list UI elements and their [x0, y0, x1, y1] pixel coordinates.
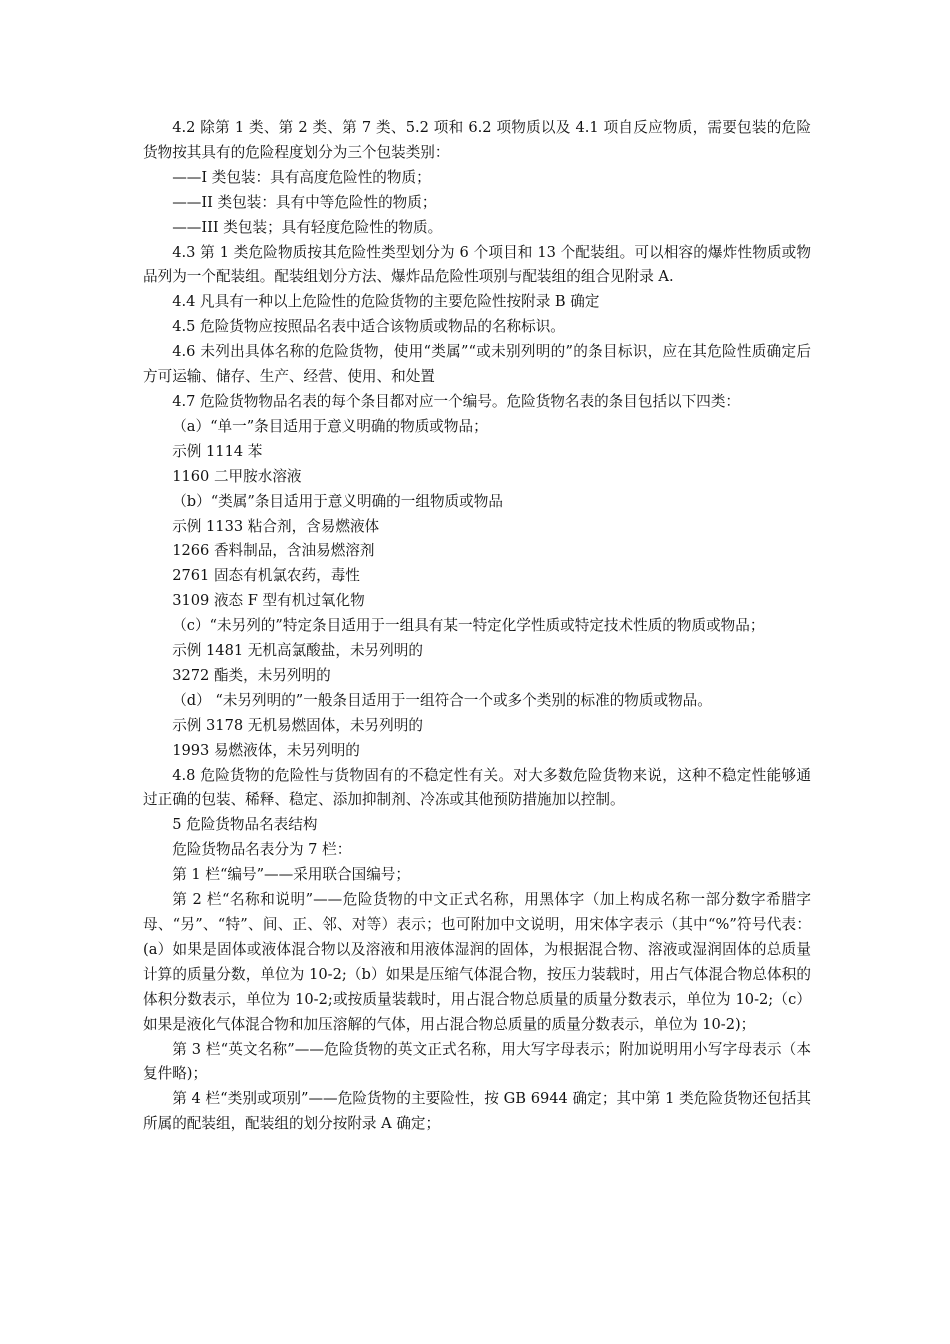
paragraph-p-4-2: 4.2 除第 1 类、第 2 类、第 7 类、5.2 项和 6.2 项物质以及 4.1 项自反应物质，需要包装的危险货物按其具有的危险程度划分为三个包装类别： [143, 119, 811, 161]
paragraph-p-4-7: 4.7 危险货物物品名表的每个条目都对应一个编号。危险货物名表的条目包括以下四类： [172, 392, 741, 410]
paragraph-pg3: ——III 类包装；具有轻度危险性的物质。 [172, 218, 443, 236]
paragraph-p-4-6: 4.6 未列出具体名称的危险货物，使用“类属”“或未别列明的”的条目标识，应在其危险性质确定后方可运输、储存、生产、经营、使用、和处置 [143, 343, 811, 386]
paragraph-h-5: 5 危险货物品名表结构 [172, 816, 318, 834]
paragraph-col-3: 第 3 栏“英文名称”——危险货物的英文正式名称，用大写字母表示；附加说明用小写字母表示（本复件略)； [143, 1040, 811, 1083]
paragraph-p-4-3: 4.3 第 1 类危险物质按其危险性类型划分为 6 个项目和 13 个配装组。可以相容的爆炸性物质或物品列为一个配装组。配装组划分方法、爆炸品危险性项别与配装组的组合见附录 A. [143, 243, 811, 286]
paragraph-ex-2761: 2761 固态有机氯农药，毒性 [172, 567, 360, 585]
paragraph-ex-3109: 3109 液态 F 型有机过氧化物 [172, 592, 365, 610]
paragraph-ex-1481: 示例 1481 无机高氯酸盐，未另列明的 [172, 642, 423, 660]
paragraph-p-d: （d） “未另列明的”一般条目适用于一组符合一个或多个类别的标准的物质或物品。 [172, 691, 712, 709]
paragraph-ex-3178: 示例 3178 无机易燃固体，未另列明的 [172, 716, 423, 734]
paragraph-ex-1266: 1266 香料制品，含油易燃溶剂 [172, 542, 375, 560]
paragraph-col-1: 第 1 栏“编号”——采用联合国编号； [172, 866, 410, 884]
paragraph-p-4-8: 4.8 危险货物的危险性与货物固有的不稳定性有关。对大多数危险货物来说，这种不稳定性能够通过正确的包装、稀释、稳定、添加抑制剂、冷冻或其他预防措施加以控制。 [143, 766, 811, 809]
paragraph-ex-1133: 示例 1133 粘合剂，含易燃液体 [172, 517, 380, 535]
document-body [143, 116, 811, 1137]
paragraph-pg2: ——II 类包装：具有中等危险性的物质； [172, 193, 437, 211]
paragraph-col-4: 第 4 栏“类别或项别”——危险货物的主要险性，按 GB 6944 确定；其中第 1 类危险货物还包括其所属的配装组，配装组的划分按附录 A 确定； [143, 1090, 811, 1133]
paragraph-ex-1160: 1160 二甲胺水溶液 [172, 467, 302, 485]
paragraph-p-a: （a）“单一”条目适用于意义明确的物质或物品； [172, 417, 488, 435]
paragraph-pg1: ——I 类包装：具有高度危险性的物质； [172, 168, 431, 186]
paragraph-col-2: 第 2 栏“名称和说明”——危险货物的中文正式名称，用黑体字（加上构成名称一部分数字希腊字母、“另”、“特”、间、正、邻、对等）表示；也可附加中文说明，用宋体字表示（其中“%”符号代表：(a）如果是固体或液体混合物以及溶液和用液体湿润的固体，为根据混合物、溶液或湿润固体的总质量计算的质量分数，单位为 10-2;（b）如果是压缩气体混合物，按压力装载时，用占气体混合物总体积的体积分数表示，单位为 10-2;或按质量装载时，用占混合物总质量的质量分数表示，单位为 10-2;（c）如果是液化气体混合物和加压溶解的气体，用占混合物总质量的质量分数表示，单位为 10-2)； [143, 891, 811, 1033]
paragraph-ex-1993: 1993 易燃液体，未另列明的 [172, 741, 360, 759]
paragraph-p-5-intro: 危险货物品名表分为 7 栏： [172, 841, 352, 859]
paragraph-p-c: （c）“未另列的”特定条目适用于一组具有某一特定化学性质或特定技术性质的物质或物品； [172, 617, 765, 635]
paragraph-ex-3272: 3272 酯类，未另列明的 [172, 666, 331, 684]
paragraph-p-4-4: 4.4 凡具有一种以上危险性的危险货物的主要危险性按附录 B 确定 [172, 293, 600, 311]
paragraph-ex-1114: 示例 1114 苯 [172, 442, 263, 460]
paragraph-p-b: （b）“类属”条目适用于意义明确的一组物质或物品 [172, 492, 503, 510]
paragraph-p-4-5: 4.5 危险货物应按照品名表中适合该物质或物品的名称标识。 [172, 318, 565, 336]
